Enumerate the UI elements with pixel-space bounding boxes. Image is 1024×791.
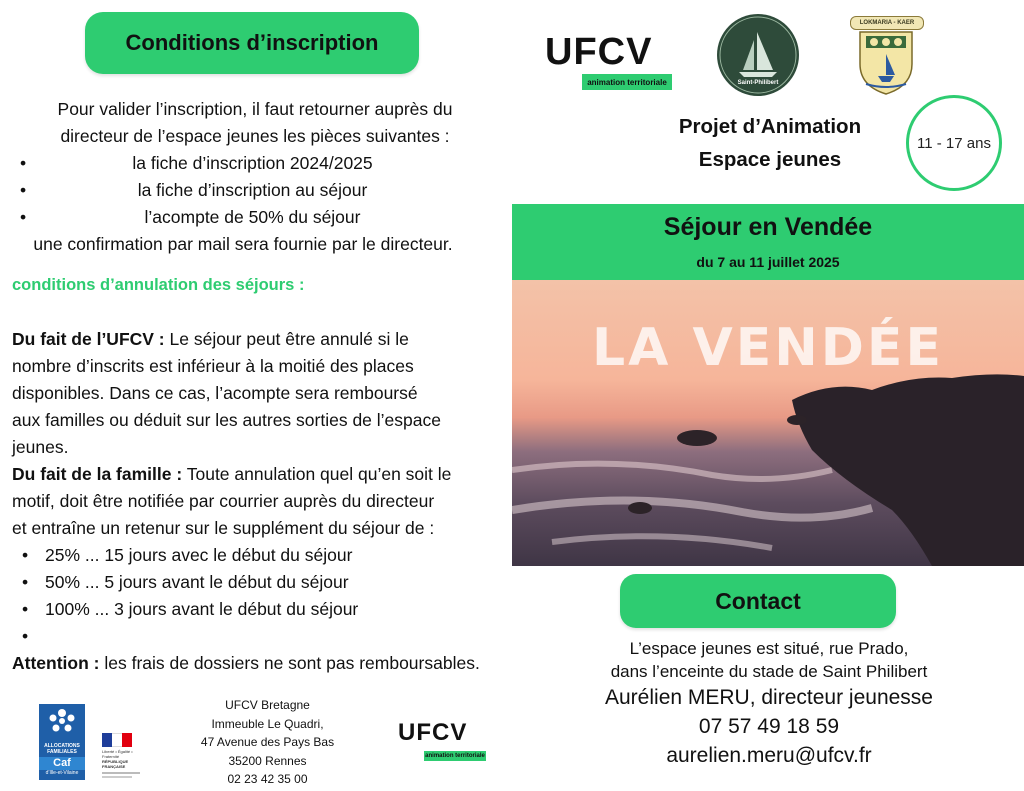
list-item: • la fiche d’inscription au séjour <box>0 177 505 204</box>
cancel-conditions-title: conditions d’annulation des séjours : <box>12 276 305 294</box>
list-item: • l’acompte de 50% du séjour <box>0 204 505 231</box>
contact-header <box>620 574 896 628</box>
attention-label: Attention : <box>12 653 100 673</box>
bullet-icon: • <box>20 207 27 227</box>
republique-francaise-logo: Liberté • Égalité • Fraternité RÉPUBLIQUE FRANÇAISE <box>102 733 150 771</box>
saint-philibert-logo: Saint-Philibert <box>717 14 799 96</box>
ufcv-cancel-paragraph: Du fait de l’UFCV : Le séjour peut être annulé si le nombre d’inscrits est inférieur à la moitié des places disponibles. Dans ce cas, l’acompte sera remboursé aux familles ou déduit sur les autres sorties de l’espace jeunes. Du fait de la famille : Toute annulation quel qu’en soit le motif, doit être notifiée par courrier auprès du directeur et entraîne un retenur sur le supplément du séjour de : <box>12 329 452 538</box>
sejour-band <box>512 204 1024 280</box>
conditions-inscription-header <box>85 12 419 74</box>
intro-line-1: Pour valider l’inscription, il faut retourner auprès du <box>57 99 453 119</box>
bullet-icon: • <box>22 545 29 565</box>
caf-emblem-icon <box>39 704 85 738</box>
projet-animation-title: Projet d’Animation Espace jeunes <box>678 115 862 171</box>
list-item: • 25% ... 15 jours avec le début du séjour <box>12 542 502 569</box>
ufcv-bretagne-address: UFCV Bretagne Immeuble Le Quadri, 47 Avenue des Pays Bas 35200 Rennes 02 23 42 35 00 <box>200 698 335 786</box>
penalty-list <box>12 542 502 650</box>
ufcv-header-logo: UFCV animation territoriale <box>545 32 673 92</box>
pieces-list <box>0 150 505 231</box>
bullet-icon: • <box>20 153 27 173</box>
sejour-dates: du 7 au 11 juillet 2025 <box>696 254 840 270</box>
list-item: • 100% ... 3 jours avant le début du séjour <box>12 596 502 623</box>
age-range-badge: 11 - 17 ans <box>906 95 1002 191</box>
contact-phone: 07 57 49 18 59 <box>698 715 840 738</box>
ufcv-footer-logo: UFCV animation territoriale <box>398 719 485 759</box>
bullet-icon: • <box>20 180 27 200</box>
vendee-photo <box>512 280 1024 566</box>
caf-logo: ALLOCATIONS FAMILIALES Caf d’Ille-et-Vilaine <box>39 704 85 780</box>
list-item <box>12 623 502 650</box>
bullet-icon: • <box>22 572 29 592</box>
bullet-icon: • <box>22 626 29 646</box>
lokmaria-kaer-logo: LOKMARIA - KAER <box>848 16 924 98</box>
contact-title: Contact <box>715 587 801 614</box>
contact-email: aurelien.meru@ufcv.fr <box>666 744 872 767</box>
coat-of-arms-icon <box>848 28 924 98</box>
intro-paragraph <box>0 96 510 150</box>
contact-name: Aurélien MERU, directeur jeunesse <box>605 686 933 709</box>
bullet-icon: • <box>22 599 29 619</box>
contact-details: L’espace jeunes est situé, rue Prado, dans l’enceinte du stade de Saint Philibert Aurélien MERU, directeur jeunesse 07 57 49 18 59 aurelien.meru@ufcv.fr <box>540 637 998 770</box>
intro-line-2: directeur de l’espace jeunes les pièces suivantes : <box>60 126 450 146</box>
french-flag-icon <box>102 733 132 747</box>
photo-title: LA VENDÉE <box>592 318 944 378</box>
sejour-title: Séjour en Vendée <box>663 213 873 241</box>
list-item: • la fiche d’inscription 2024/2025 <box>0 150 505 177</box>
confirmation-text: une confirmation par mail sera fournie par le directeur. <box>33 234 453 254</box>
attention-note: Attention : les frais de dossiers ne sont pas remboursables. <box>12 653 480 673</box>
famille-cancel-label: Du fait de la famille : <box>12 464 183 484</box>
conditions-inscription-title: Conditions d’inscription <box>125 30 379 55</box>
list-item: • 50% ... 5 jours avant le début du séjour <box>12 569 502 596</box>
ufcv-cancel-label: Du fait de l’UFCV : <box>12 329 165 349</box>
